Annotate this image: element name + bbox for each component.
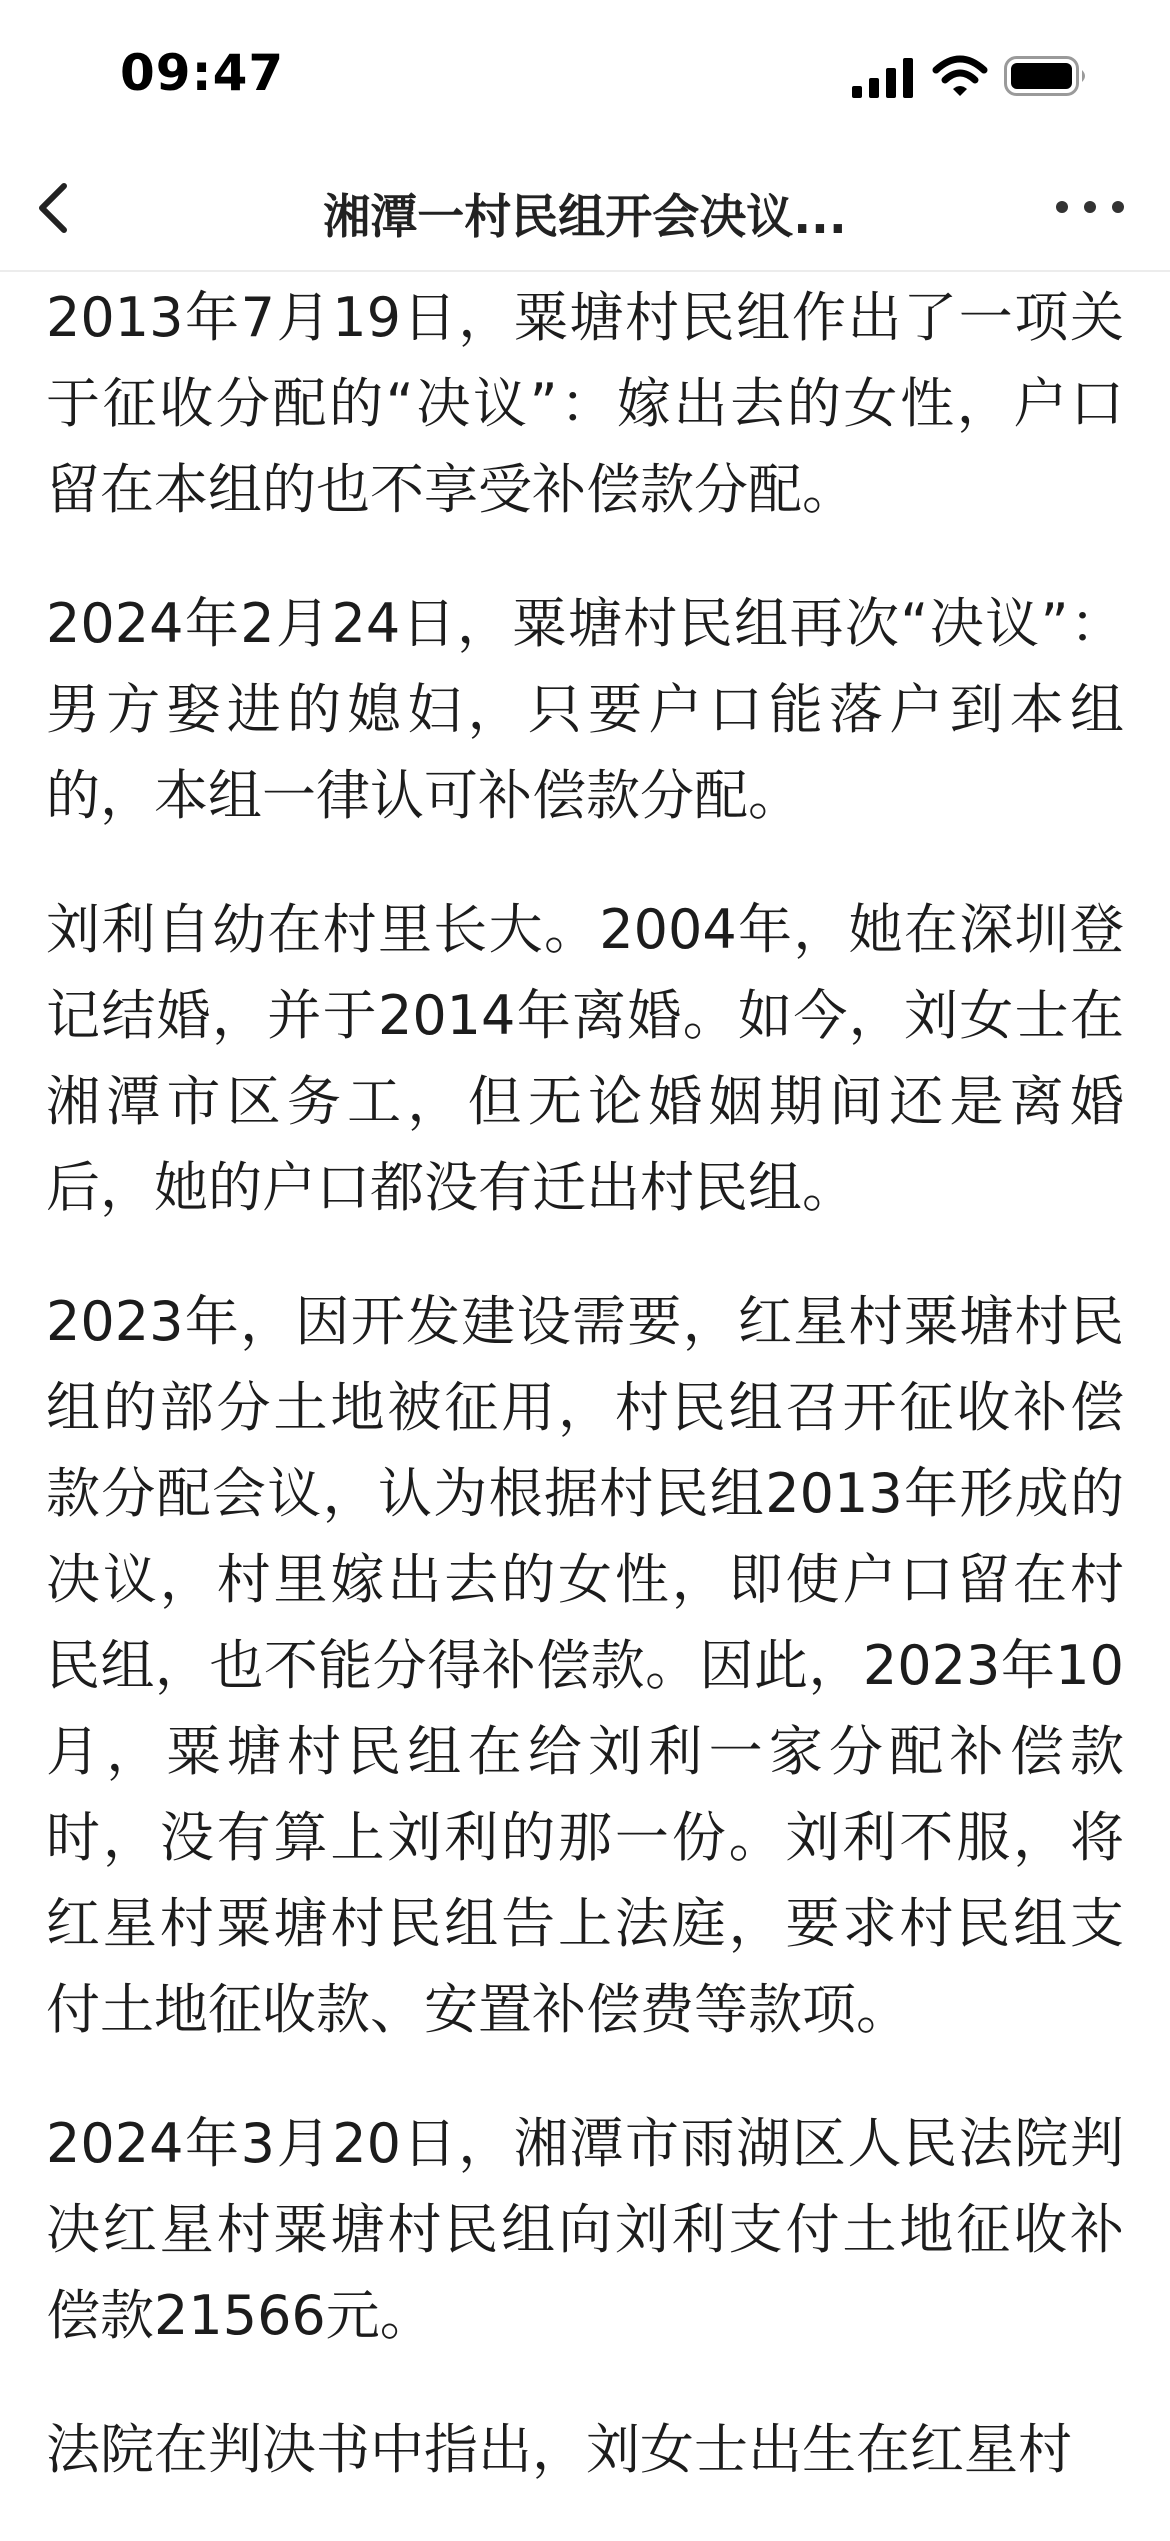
cellular-signal-icon [852, 58, 914, 98]
article-paragraph: 刘利自幼在村里长大。2004年，她在深圳登记结婚，并于2014年离婚。如今，刘女士在湘潭市区务工，但无论婚姻期间还是离婚后，她的户口都没有迁出村民组。 [46, 898, 1124, 1219]
wifi-icon [932, 54, 988, 98]
more-dots-icon[interactable] [1050, 192, 1130, 222]
status-bar [0, 0, 1170, 150]
status-time: 09:47 [120, 44, 285, 102]
chevron-left-icon[interactable] [28, 172, 88, 244]
page-title: 湘潭一村民组开会决议... [323, 190, 847, 245]
battery-icon [1004, 56, 1088, 96]
article-paragraph: 2023年，因开发建设需要，红星村粟塘村民组的部分土地被征用，村民组召开征收补偿款分配会议，认为根据村民组2013年形成的决议，村里嫁出去的女性，即使户口留在村民组，也不能分得补偿款。因此，2023年10月，粟塘村民组在给刘利一家分配补偿款时，没有算上刘利的那一份。刘利不服，将红星村粟塘村民组告上法庭，要求村民组支付土地征收款、安置补偿费等款项。 [46, 1290, 1124, 2041]
article-paragraph: 2024年2月24日，粟塘村民组再次“决议”：男方娶进的媳妇，只要户口能落户到本组的，本组一律认可补偿款分配。 [46, 592, 1124, 827]
navigation-bar [0, 150, 1170, 272]
article-paragraph: 2024年3月20日，湘潭市雨湖区人民法院判决红星村粟塘村民组向刘利支付土地征收补偿款21566元。 [46, 2112, 1124, 2347]
article-body [46, 275, 1124, 2541]
article-paragraph: 法院在判决书中指出，刘女士出生在红星村 [46, 2418, 1072, 2481]
article-paragraph: 2013年7月19日，粟塘村民组作出了一项关于征收分配的“决议”：嫁出去的女性，户口留在本组的也不享受补偿款分配。 [46, 286, 1124, 521]
